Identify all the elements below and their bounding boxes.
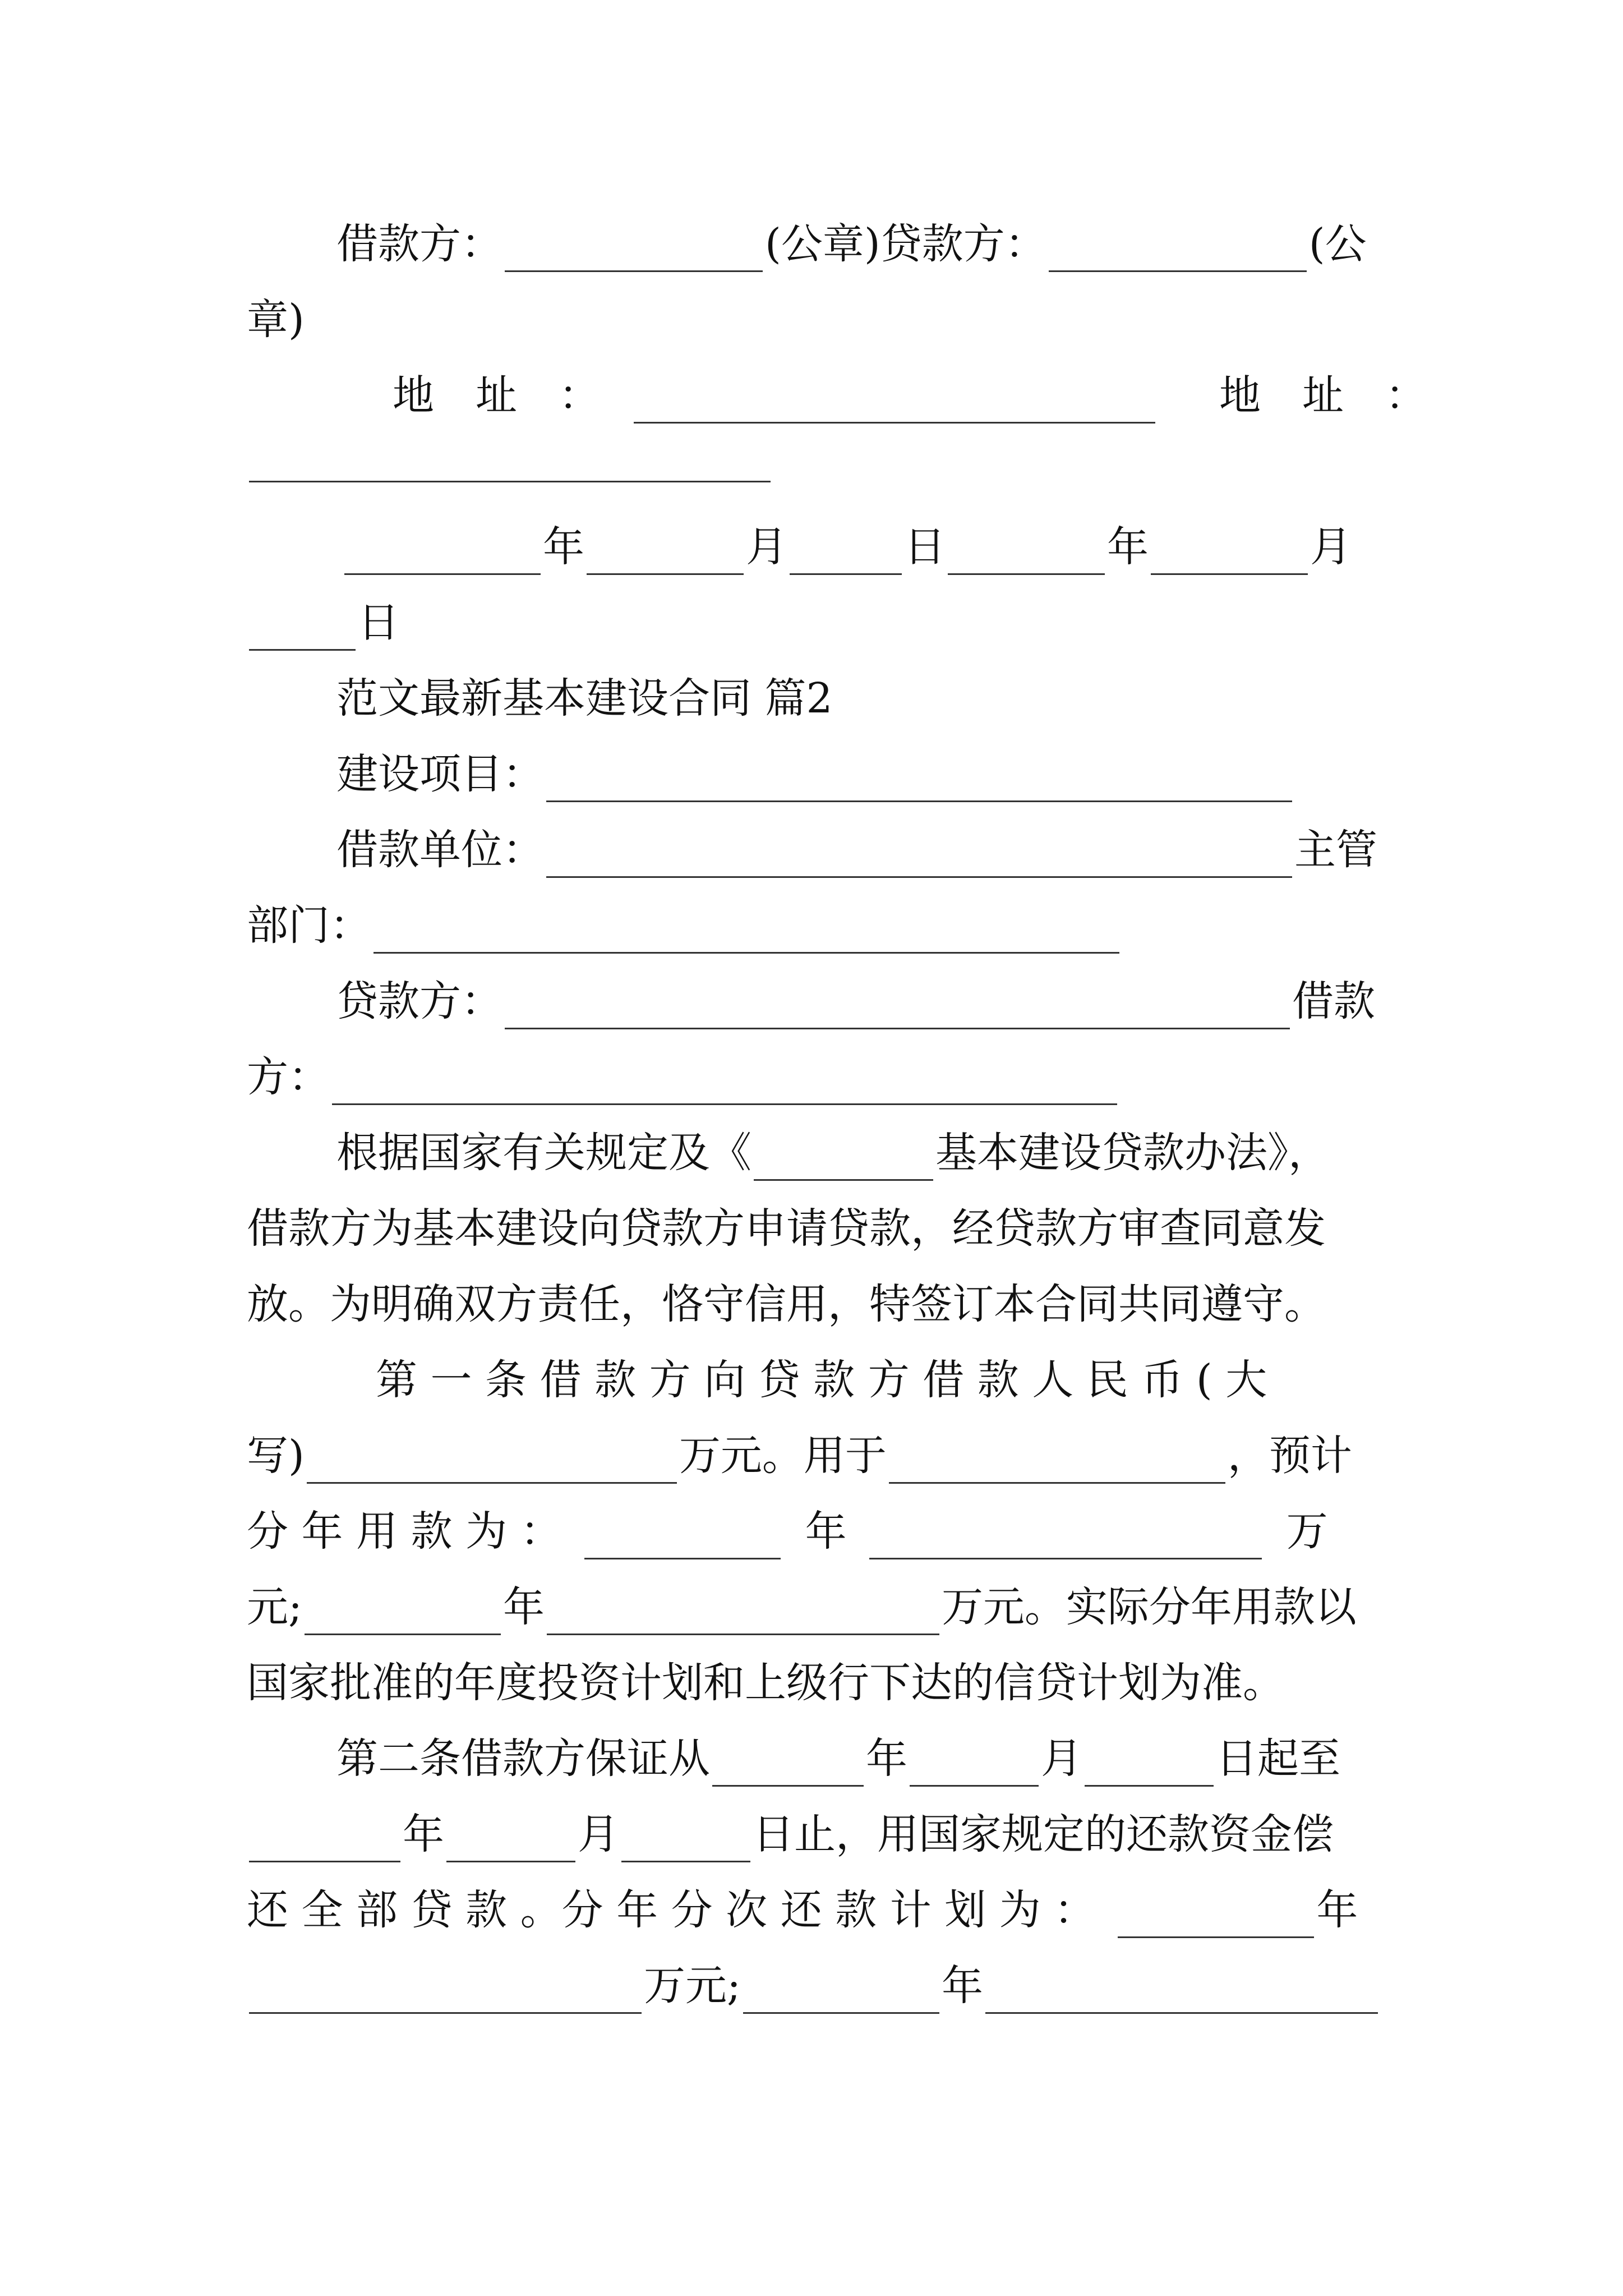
art2-line4	[247, 1958, 1380, 2014]
borrower-unit-line	[336, 822, 1377, 878]
repay-year-blank	[1118, 1899, 1314, 1938]
year-use-blank-2	[305, 1596, 501, 1635]
art1-d2: 年	[502, 1583, 545, 1631]
supervisor-blank	[374, 914, 1119, 954]
art1-b2: 万元。用于	[679, 1432, 887, 1480]
section-title-text: 范文最新基本建设合同 篇2	[336, 674, 833, 723]
seal-continuation	[247, 292, 305, 348]
para1-line2	[247, 1200, 1326, 1257]
month-label-2: 月	[1310, 523, 1352, 571]
borrower-blank-2	[332, 1066, 1117, 1105]
month-blank	[587, 536, 744, 575]
para1-c: 借款方为基本建设向贷款方申请贷款，经贷款方审查同意发	[247, 1204, 1326, 1253]
art2-a1: 第二条借款方保证从	[336, 1734, 710, 1783]
art1-line5	[247, 1655, 1284, 1711]
address-label-2: 地 址 ：	[1219, 371, 1427, 420]
art1-d3: 万元。实际分年用款以	[941, 1583, 1357, 1631]
start-month-blank	[910, 1747, 1039, 1787]
art1-e: 国家批准的年度投资计划和上级行下达的信贷计划为准。	[247, 1659, 1284, 1707]
law-blank	[754, 1142, 933, 1181]
amount-blank	[307, 1444, 677, 1484]
art1-a: 第 一 条 借 款 方 向 贷 款 方 借 款 人 民 币 ( 大	[376, 1356, 1267, 1404]
lender-blank	[1049, 233, 1307, 272]
year-blank-2	[948, 536, 1105, 575]
year-use-blank	[584, 1520, 781, 1559]
borrower-unit-blank	[546, 839, 1292, 878]
art2-d1: 万元;	[644, 1962, 741, 2010]
address-blank	[634, 384, 1155, 424]
signature-line	[336, 216, 1367, 272]
end-day-blank	[621, 1823, 750, 1862]
year-label-2: 年	[1107, 523, 1149, 571]
borrower-unit-label: 借款单位：	[336, 826, 544, 874]
section-title	[336, 670, 833, 726]
supervisor-line	[247, 898, 1122, 954]
art1-b3: ，预计	[1227, 1432, 1352, 1480]
project-label: 建设项目：	[336, 750, 544, 798]
project-blank	[546, 763, 1292, 802]
art2-b2: 月	[578, 1810, 619, 1858]
art1-b1: 写)	[247, 1432, 305, 1480]
address-blank-2	[249, 443, 771, 482]
lender-line	[336, 973, 1375, 1029]
address-label: 地 址 ：	[393, 371, 600, 420]
seal-label: (公	[1308, 220, 1367, 268]
year-amount-blank	[869, 1520, 1262, 1559]
art2-line2	[247, 1806, 1334, 1862]
purpose-blank	[889, 1444, 1225, 1484]
day-label-2: 日	[358, 599, 399, 647]
borrower-line	[247, 1049, 1119, 1105]
art2-a4: 日起至	[1216, 1734, 1340, 1783]
art2-d2: 年	[941, 1962, 983, 2010]
art1-line3	[247, 1503, 1328, 1559]
day-blank-2	[249, 611, 356, 651]
art2-a3: 月	[1041, 1734, 1082, 1783]
para1-line1	[336, 1125, 1330, 1181]
art2-c2: 年	[1316, 1886, 1358, 1934]
para1-d: 放。为明确双方责任，恪守信用，特签订本合同共同遵守。	[247, 1280, 1326, 1328]
para1-b: 基本建设贷款办法》，	[935, 1129, 1330, 1177]
lender-label: 贷款方：	[336, 977, 502, 1025]
end-month-blank	[446, 1823, 575, 1862]
art1-c3: 万	[1286, 1507, 1328, 1556]
year-amount-blank-2	[547, 1596, 939, 1635]
art1-line2	[247, 1428, 1352, 1484]
end-year-blank	[249, 1823, 400, 1862]
art1-line4	[247, 1579, 1357, 1635]
borrower-label-2: 借款	[1292, 977, 1375, 1025]
repay-year-blank-2	[743, 1975, 939, 2014]
repay-amount-blank-2	[985, 1975, 1378, 2014]
art1-d1: 元;	[247, 1583, 302, 1631]
seal-lender-label: (公章)贷款方：	[765, 220, 1046, 268]
para1-a: 根据国家有关规定及《	[336, 1129, 751, 1177]
month-label: 月	[746, 523, 787, 571]
art2-line1	[336, 1731, 1340, 1787]
borrower-label: 借款方：	[336, 220, 502, 268]
start-year-blank	[712, 1747, 864, 1787]
art2-a2: 年	[866, 1734, 907, 1783]
supervisor-cont-label: 部门：	[247, 901, 371, 950]
day-blank	[790, 536, 902, 575]
address-line	[393, 367, 1427, 424]
lender-blank-2	[505, 990, 1290, 1029]
borrower-cont-label: 方：	[247, 1053, 330, 1101]
year-blank	[344, 536, 541, 575]
para1-line3	[247, 1276, 1326, 1332]
supervisor-label: 主管	[1294, 826, 1377, 874]
day-label: 日	[904, 523, 946, 571]
year-label: 年	[543, 523, 584, 571]
art1-c1: 分 年 用 款 为 ：	[247, 1507, 562, 1556]
art2-line3	[247, 1882, 1358, 1938]
address-continuation	[247, 443, 773, 482]
repay-amount-blank	[249, 1975, 642, 2014]
borrower-blank	[505, 233, 763, 272]
date-line	[342, 519, 1352, 575]
date-continuation	[247, 595, 399, 651]
art2-c1: 还 全 部 贷 款 。分 年 分 次 还 款 计 划 为 ：	[247, 1886, 1096, 1934]
art2-b3: 日止，用国家规定的还款资金偿	[753, 1810, 1334, 1858]
art1-line1	[376, 1352, 1267, 1408]
month-blank-2	[1151, 536, 1308, 575]
art1-c2: 年	[805, 1507, 847, 1556]
project-line	[336, 746, 1294, 802]
art2-b1: 年	[403, 1810, 444, 1858]
seal-continuation-text: 章)	[247, 296, 305, 344]
start-day-blank	[1085, 1747, 1214, 1787]
